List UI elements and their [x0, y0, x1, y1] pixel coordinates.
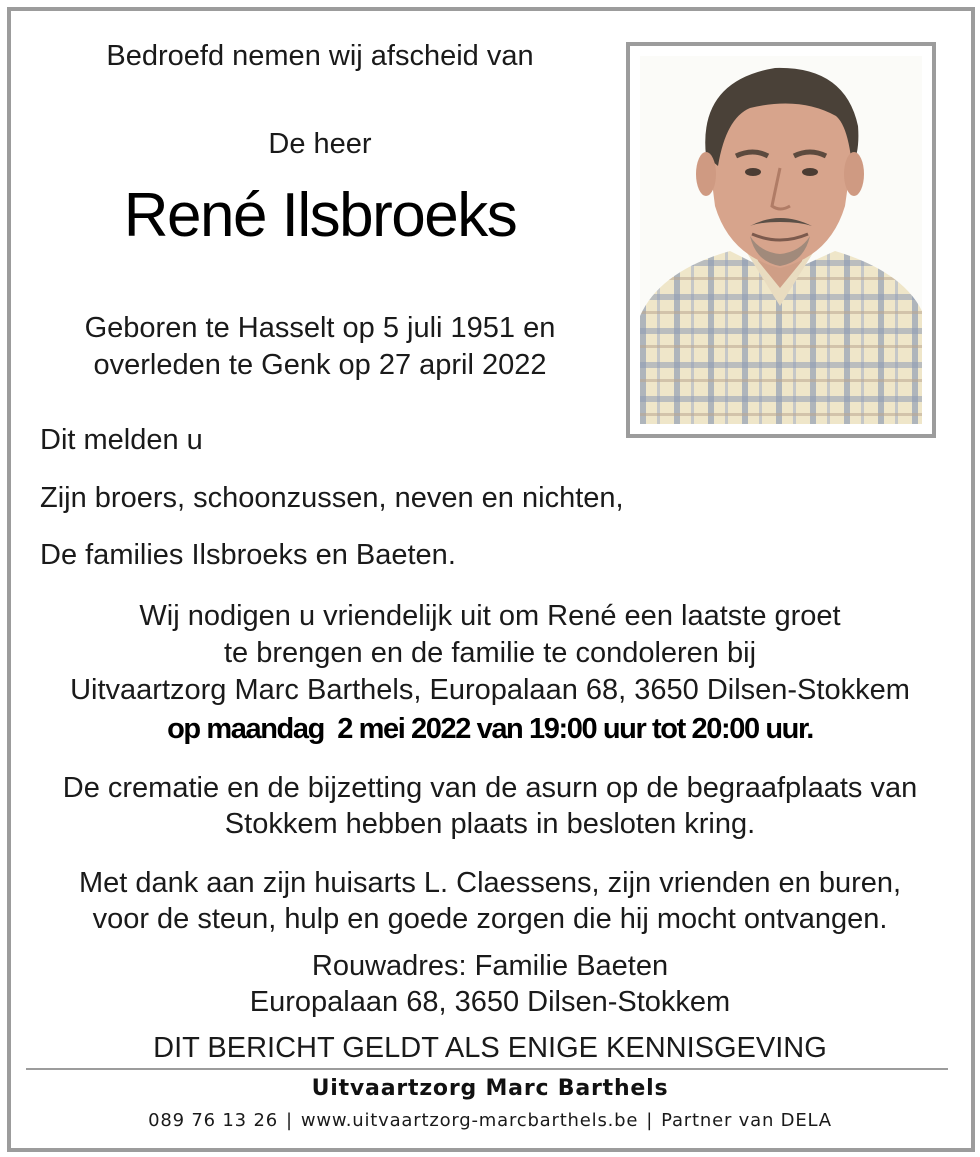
separator: | [646, 1110, 654, 1131]
birth-line: Geboren te Hasselt op 5 juli 1951 en [84, 312, 556, 344]
portrait-photo-icon [640, 56, 922, 424]
thanks-text [20, 865, 960, 937]
deceased-name: René Ilsbroeks [123, 181, 517, 250]
announcement-line: De families Ilsbroeks en Baeten. [40, 539, 456, 571]
cremation-line: De crematie en de bijzetting van de asurn op de begraafplaats van [62, 772, 918, 804]
footer-divider [26, 1068, 948, 1070]
intro-text: Bedroefd nemen wij afscheid van [106, 40, 534, 72]
announcement-line: Dit melden u [40, 424, 203, 456]
thanks-line: voor de steun, hulp en goede zorgen die hij mocht ontvangen. [92, 903, 888, 935]
thanks-line: Met dank aan zijn huisarts L. Claessens, zijn vrienden en buren, [78, 867, 902, 899]
visitation-time: op maandag 2 mei 2022 van 19:00 uur tot 20:00 uur. [167, 713, 813, 745]
phone-number: 089 76 13 26 [148, 1110, 278, 1131]
deceased-title: De heer [268, 128, 372, 160]
announcement-line: Zijn broers, schoonzussen, neven en nichten, [40, 482, 624, 514]
mourning-address [20, 948, 960, 1020]
footer-contact [20, 1110, 960, 1131]
death-line: overleden te Genk op 27 april 2022 [93, 349, 547, 381]
separator: | [285, 1110, 293, 1131]
partner-text: Partner van DELA [661, 1110, 832, 1131]
website-link[interactable]: www.uitvaartzorg-marcbarthels.be [300, 1110, 639, 1131]
cremation-text [20, 770, 960, 842]
invitation-line: Wij nodigen u vriendelijk uit om René een laatste groet [139, 600, 841, 632]
invitation-line: Uitvaartzorg Marc Barthels, Europalaan 68, 3650 Dilsen-Stokkem [70, 674, 910, 706]
address-line: Rouwadres: Familie Baeten [311, 950, 669, 982]
funeral-company-name: Uitvaartzorg Marc Barthels [311, 1076, 669, 1101]
birth-death-dates [40, 310, 600, 384]
official-notice: DIT BERICHT GELDT ALS ENIGE KENNISGEVING [153, 1032, 827, 1064]
cremation-line: Stokkem hebben plaats in besloten kring. [224, 808, 756, 840]
invitation-text [20, 598, 960, 709]
portrait-frame [626, 42, 936, 438]
invitation-line: te brengen en de familie te condoleren bij [223, 637, 757, 669]
address-line: Europalaan 68, 3650 Dilsen-Stokkem [249, 986, 731, 1018]
